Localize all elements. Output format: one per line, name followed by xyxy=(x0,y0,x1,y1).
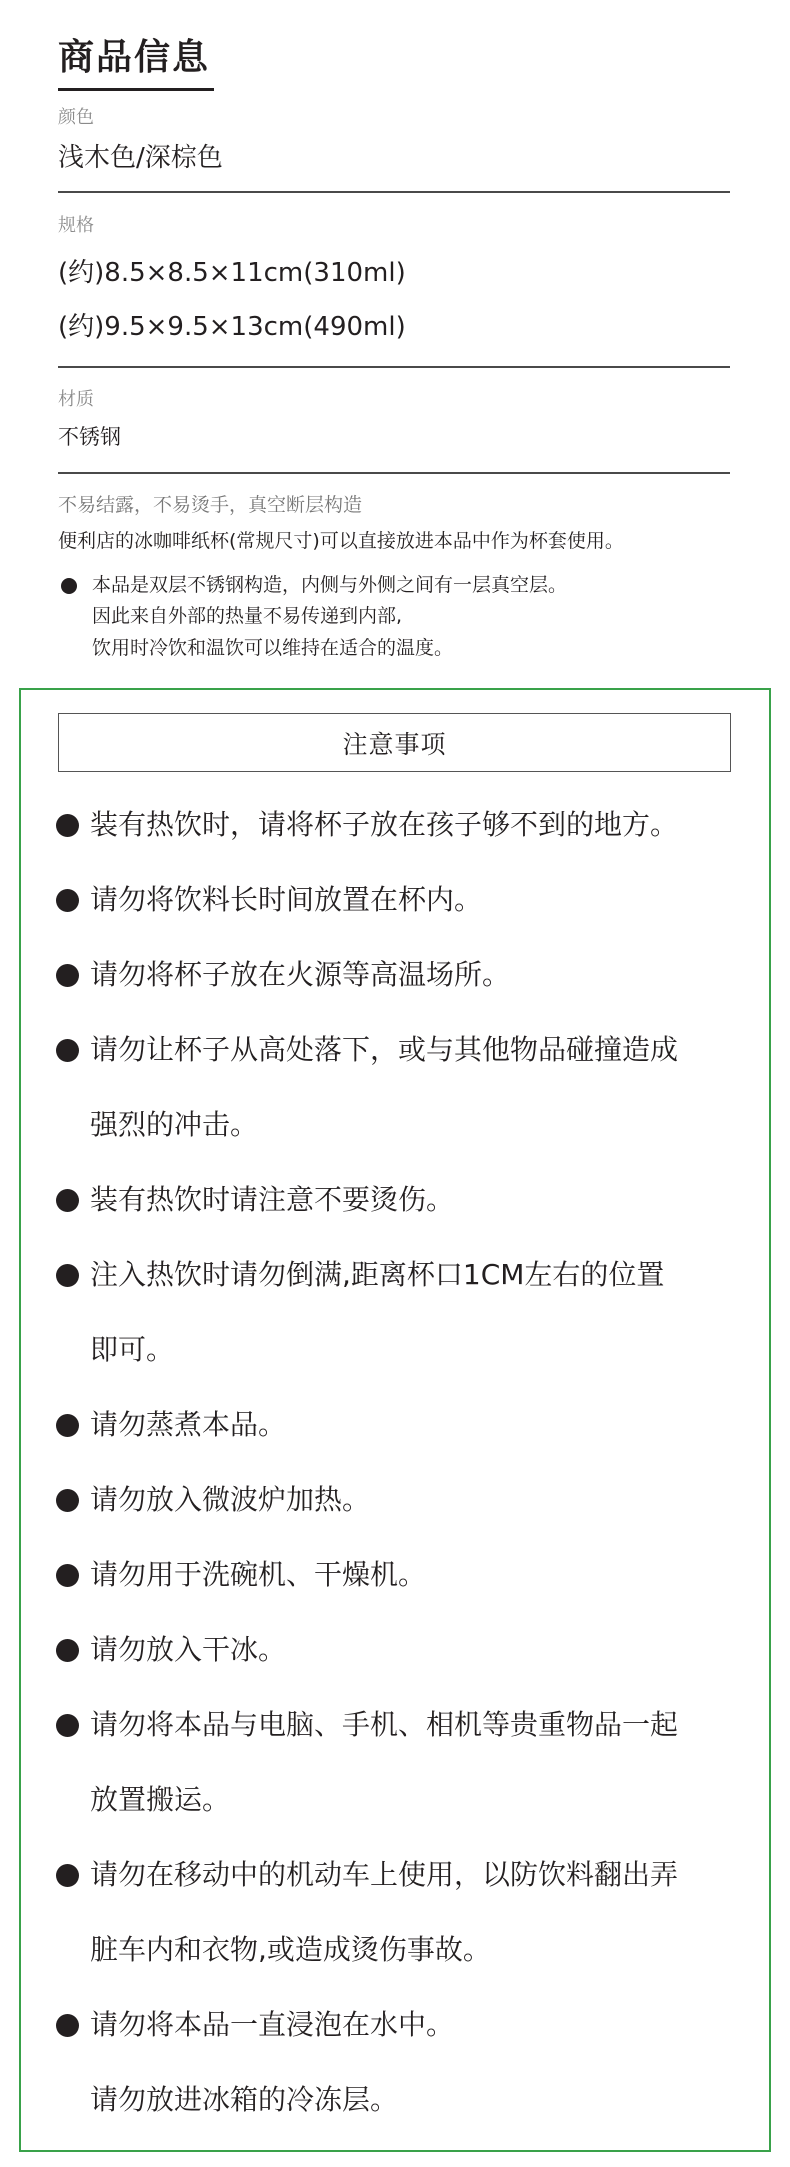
feature-bullet-line: 本品是双层不锈钢构造，内侧与外侧之间有一层真空层。 xyxy=(92,574,568,596)
divider xyxy=(58,472,730,474)
caution-item-continuation: 脏车内和衣物,或造成烫伤事故。 xyxy=(90,1933,491,1966)
divider xyxy=(58,191,730,193)
bullet-icon xyxy=(56,1564,79,1587)
title-underline xyxy=(58,88,214,91)
caution-item-continuation: 放置搬运。 xyxy=(90,1783,231,1816)
caution-item: 请勿将本品与电脑、手机、相机等贵重物品一起 xyxy=(90,1708,679,1741)
caution-item: 请勿在移动中的机动车上使用，以防饮料翻出弄 xyxy=(90,1858,679,1891)
bullet-icon xyxy=(56,1489,79,1512)
bullet-icon xyxy=(56,1189,79,1212)
bullet-icon xyxy=(56,889,79,912)
caution-item-continuation: 强烈的冲击。 xyxy=(90,1108,259,1141)
spec-value-large: (约)9.5×9.5×13cm(490ml) xyxy=(58,312,406,342)
caution-item: 装有热饮时请注意不要烫伤。 xyxy=(90,1183,455,1216)
bullet-icon xyxy=(56,1639,79,1662)
caution-item: 请勿放入干冰。 xyxy=(90,1633,287,1666)
cautions-heading: 注意事项 xyxy=(58,713,731,772)
caution-item: 请勿蒸煮本品。 xyxy=(90,1408,287,1441)
caution-item: 请勿放入微波炉加热。 xyxy=(90,1483,371,1516)
bullet-icon xyxy=(56,2014,79,2037)
divider xyxy=(58,366,730,368)
bullet-icon xyxy=(56,1264,79,1287)
material-value: 不锈钢 xyxy=(58,425,121,449)
material-label: 材质 xyxy=(58,389,94,410)
color-value: 浅木色/深棕色 xyxy=(58,143,223,173)
caution-item: 装有热饮时，请将杯子放在孩子够不到的地方。 xyxy=(90,808,679,841)
caution-item: 请勿将饮料长时间放置在杯内。 xyxy=(90,883,483,916)
spec-label: 规格 xyxy=(58,215,94,236)
caution-item-continuation: 即可。 xyxy=(90,1333,175,1366)
bullet-icon xyxy=(56,964,79,987)
caution-item: 注入热饮时请勿倒满,距离杯口1CM左右的位置 xyxy=(90,1258,665,1291)
caution-item: 请勿将本品一直浸泡在水中。 xyxy=(90,2008,455,2041)
bullet-icon xyxy=(56,814,79,837)
color-label: 颜色 xyxy=(58,107,94,128)
caution-item: 请勿让杯子从高处落下，或与其他物品碰撞造成 xyxy=(90,1033,679,1066)
bullet-icon xyxy=(56,1414,79,1437)
bullet-icon xyxy=(56,1039,79,1062)
spec-value-small: (约)8.5×8.5×11cm(310ml) xyxy=(58,258,406,288)
caution-item-continuation: 请勿放进冰箱的冷冻层。 xyxy=(90,2083,399,2116)
caution-item: 请勿用于洗碗机、干燥机。 xyxy=(90,1558,427,1591)
bullet-icon xyxy=(56,1864,79,1887)
caution-item: 请勿将杯子放在火源等高温场所。 xyxy=(90,958,511,991)
feature-headline: 不易结露，不易烫手，真空断层构造 xyxy=(58,494,363,516)
feature-bullet-line: 因此来自外部的热量不易传递到内部, xyxy=(92,605,403,627)
feature-bullet-line: 饮用时冷饮和温饮可以维持在适合的温度。 xyxy=(92,637,454,659)
section-title: 商品信息 xyxy=(58,37,211,78)
bullet-icon xyxy=(56,1714,79,1737)
feature-note: 便利店的冰咖啡纸杯(常规尺寸)可以直接放进本品中作为杯套使用。 xyxy=(58,530,624,552)
bullet-icon xyxy=(61,578,77,594)
